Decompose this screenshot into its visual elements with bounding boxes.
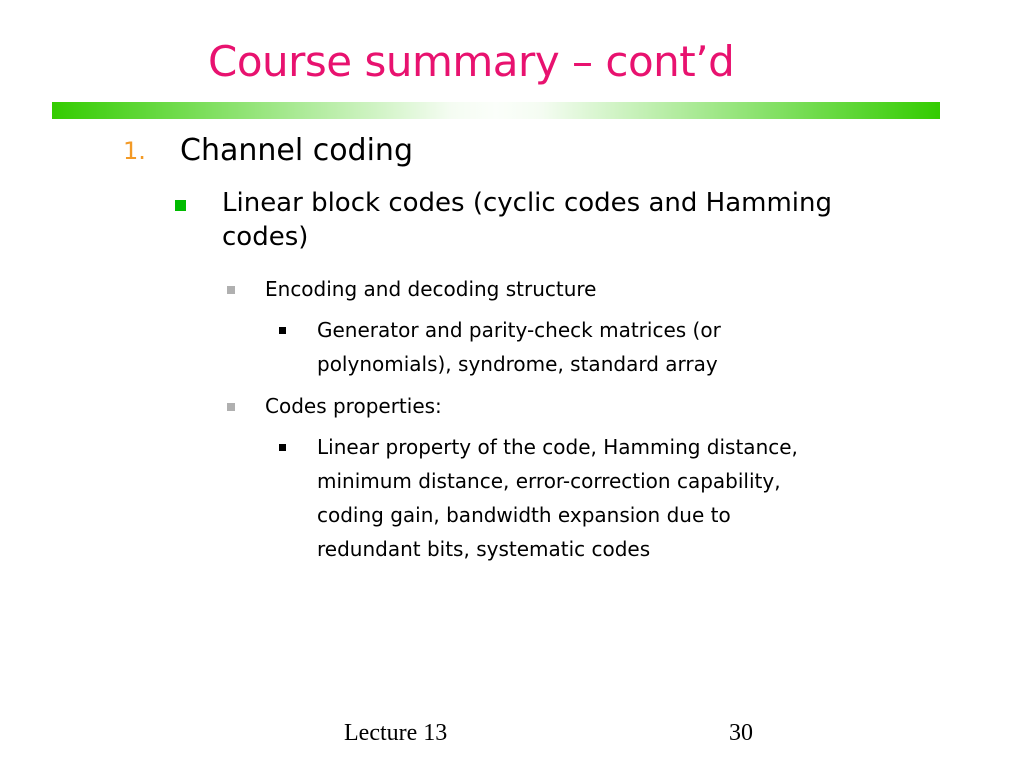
bullet-line: minimum distance, error-correction capability, <box>317 469 781 493</box>
square-bullet-icon <box>175 200 186 211</box>
square-bullet-icon <box>227 286 235 294</box>
bullet-generator-matrices <box>317 313 721 381</box>
bullet-line: polynomials), syndrome, standard array <box>317 352 718 376</box>
heading-channel-coding: Channel coding <box>180 133 413 168</box>
bullet-line: Generator and parity-check matrices (or <box>317 318 721 342</box>
list-number: 1. <box>123 137 146 165</box>
bullet-encoding-decoding: Encoding and decoding structure <box>265 277 597 301</box>
square-bullet-icon <box>227 403 235 411</box>
bullet-codes-properties: Codes properties: <box>265 394 442 418</box>
title-divider-bar <box>52 102 940 119</box>
bullet-line: redundant bits, systematic codes <box>317 537 651 561</box>
bullet-line: codes) <box>222 222 309 252</box>
slide-title: Course summary – cont’d <box>208 37 735 86</box>
bullet-line: Linear property of the code, Hamming distance, <box>317 435 798 459</box>
square-bullet-icon <box>279 444 286 451</box>
bullet-linear-block-codes <box>222 186 832 254</box>
page-number: 30 <box>729 720 753 746</box>
footer-lecture: Lecture 13 <box>344 720 448 746</box>
bullet-line: coding gain, bandwidth expansion due to <box>317 503 731 527</box>
bullet-line: Linear block codes (cyclic codes and Hamming <box>222 188 832 218</box>
square-bullet-icon <box>279 327 286 334</box>
bullet-code-properties-detail <box>317 430 798 566</box>
